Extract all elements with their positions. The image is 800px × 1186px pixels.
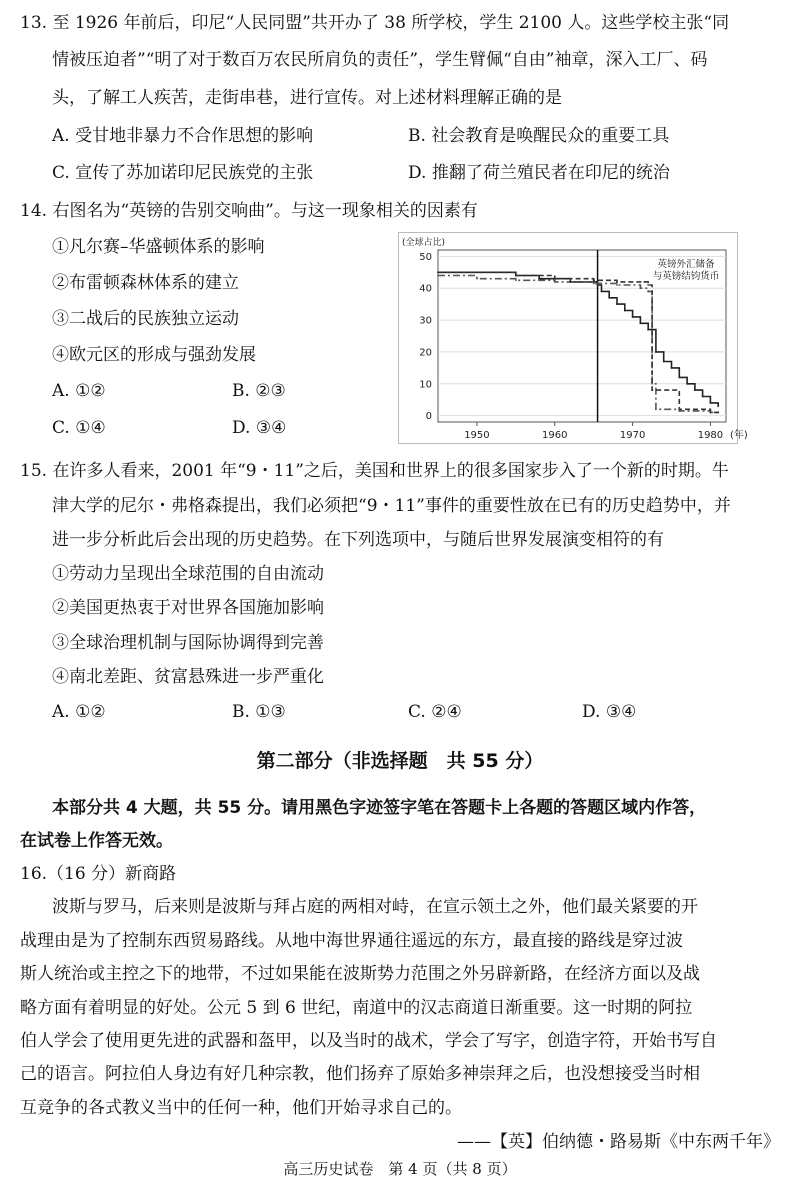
series-3-point-9 [710, 412, 712, 414]
q14-option-d: D. ③④ [232, 418, 287, 438]
pound-farewell-chart [398, 232, 748, 444]
q16-passage-line-3: 斯人统治或主控之下的地带，不过如果能在波斯势力范围之外另辟新路，在经济方面以及战 [20, 964, 700, 984]
series-1-point-3 [569, 281, 571, 283]
series-3-point-5 [643, 281, 645, 283]
y-tick-label-0: 0 [425, 411, 432, 423]
q16-passage-line-4: 略方面有着明显的好处。公元 5 到 6 世纪，南道中的汉志商道日渐重要。这一时期的阿拉 [20, 998, 693, 1018]
q14-item-1: ①凡尔赛–华盛顿体系的影响 [52, 237, 265, 257]
series-1-point-19 [710, 402, 712, 404]
series-2-point-7 [647, 291, 649, 293]
y-axis-label: (全球占比) [402, 238, 446, 248]
y-tick-label-3: 30 [419, 315, 432, 327]
series-1-point-14 [671, 367, 673, 369]
series-3-point-2 [554, 278, 556, 280]
series-2-point-9 [655, 408, 657, 410]
q16-source: ——【英】伯纳德・路易斯《中东两千年》 [457, 1132, 780, 1152]
series-1-point-2 [538, 278, 540, 280]
series-1-point-11 [647, 329, 649, 331]
series-1-point-10 [639, 322, 641, 324]
x-tick-label-2: 1970 [619, 430, 646, 441]
series-1-point-7 [616, 303, 618, 305]
series-3-point-8 [678, 408, 680, 410]
series-2-point-6 [639, 287, 641, 289]
series-1-point-18 [702, 396, 704, 398]
q13-option-c: C. 宣传了苏加诺印尼民族党的主张 [52, 163, 314, 183]
series-1-point-16 [686, 383, 688, 385]
y-tick-label-2: 20 [419, 347, 432, 359]
q14-stem: 14. 右图名为“英镑的告别交响曲”。与这一现象相关的因素有 [20, 201, 478, 221]
series-2-point-3 [554, 281, 556, 283]
q16-passage-line-6: 己的语言。阿拉伯人身边有好几种宗教，他们扬弃了原始多神崇拜之后，也没想接受当时相 [20, 1064, 700, 1084]
series-3-point-6 [647, 284, 649, 286]
q15-stem-line-2: 津大学的尼尔・弗格森提出，我们必须把“9・11”事件的重要性放在已有的历史趋势中，并 [52, 496, 731, 516]
part2-instructions-line-2: 在试卷上作答无效。 [20, 831, 173, 851]
series-2-point-1 [476, 278, 478, 280]
series-1-point-8 [624, 310, 626, 312]
series-1-point-20 [717, 405, 719, 407]
q14-item-3: ③二战后的民族独立运动 [52, 309, 239, 329]
series-3-point-7 [651, 389, 653, 391]
series-2-point-4 [593, 283, 595, 285]
x-tick-label-0: 1950 [464, 430, 490, 441]
part2-instructions-line-1: 本部分共 4 大题，共 55 分。请用黑色字迹签字笔在答题卡上各题的答题区域内作答， [52, 798, 707, 818]
q16-passage-line-2: 战理由是为了控制东西贸易路线。从地中海世界通往遥远的东方，最直接的路线是穿过波 [20, 931, 683, 951]
q15-item-4: ④南北差距、贫富悬殊进一步严重化 [52, 667, 324, 687]
q13-stem-line-1: 13. 至 1926 年前后，印尼“人民同盟”共开办了 38 所学校，学生 2100 人。这些学校主张“同 [20, 13, 730, 33]
series-2-point-5 [616, 284, 618, 286]
q15-stem-line-1: 15. 在许多人看来，2001 年“9・11”之后，美国和世界上的很多国家步入了一个新的时期。牛 [20, 461, 729, 481]
q15-option-b: B. ①③ [232, 702, 286, 722]
q15-option-c: C. ②④ [408, 702, 462, 722]
q13-option-b: B. 社会教育是唤醒民众的重要工具 [408, 126, 670, 146]
series-1-point-5 [601, 291, 603, 293]
q14-item-2: ②布雷顿森林体系的建立 [52, 273, 239, 293]
series-2-point-2 [515, 279, 517, 281]
q15-item-1: ①劳动力呈现出全球范围的自由流动 [52, 564, 324, 584]
q14-item-4: ④欧元区的形成与强劲发展 [52, 345, 256, 365]
series-3-point-3 [593, 279, 595, 281]
annotation-line-1: 英镑外汇储备 [657, 259, 715, 270]
q14-option-b: B. ②③ [232, 381, 286, 401]
q13-option-d: D. 推翻了荷兰殖民者在印尼的统治 [408, 163, 670, 183]
series-2-point-0 [437, 275, 439, 277]
q14-option-c: C. ①④ [52, 418, 106, 438]
x-tick-label-3: 1980 [697, 430, 724, 441]
series-1-point-13 [663, 361, 665, 363]
q15-option-a: A. ①② [52, 702, 106, 722]
series-3-point-10 [717, 412, 719, 414]
q13-stem-line-2: 情被压迫者”“明了对于数百万农民所肩负的责任”，学生臂佩“自由”袖章，深入工厂、码 [52, 50, 708, 70]
series-1-point-17 [694, 389, 696, 391]
series-2-point-10 [678, 410, 680, 412]
q16-passage-line-1: 波斯与罗马，后来则是波斯与拜占庭的两相对峙，在宣示领土之外，他们最关紧要的开 [52, 897, 698, 917]
q15-option-d: D. ③④ [582, 702, 637, 722]
page-footer: 高三历史试卷 第 4 页（共 8 页） [283, 1160, 517, 1178]
q13-option-a: A. 受甘地非暴力不合作思想的影响 [52, 126, 314, 146]
q15-item-3: ③全球治理机制与国际协调得到完善 [52, 633, 324, 653]
series-3-point-1 [515, 275, 517, 277]
q16-title: 16.（16 分）新商路 [20, 864, 177, 884]
y-tick-label-1: 10 [419, 379, 432, 391]
series-1-point-6 [608, 297, 610, 299]
q14-option-a: A. ①② [52, 381, 106, 401]
y-tick-label-4: 40 [419, 283, 432, 295]
annotation-line-2: 与英镑结钧货币 [652, 271, 720, 282]
series-1-point-15 [678, 377, 680, 379]
q16-passage-line-7: 互竞争的各式教义当中的任何一种，他们开始寻求自己的。 [20, 1098, 462, 1118]
q13-stem-line-3: 头，了解工人疾苦，走街串巷，进行宣传。对上述材料理解正确的是 [52, 88, 562, 108]
part2-heading: 第二部分（非选择题 共 55 分） [256, 750, 544, 772]
q15-item-2: ②美国更热衷于对世界各国施加影响 [52, 598, 324, 618]
series-3-point-4 [616, 281, 618, 283]
x-tick-label-1: 1960 [542, 430, 568, 441]
series-2-point-8 [651, 383, 653, 385]
series-3-point-0 [437, 271, 439, 273]
y-tick-label-5: 50 [419, 251, 432, 263]
series-1-point-12 [655, 351, 657, 353]
x-axis-label: (年) [730, 430, 748, 441]
q16-passage-line-5: 伯人学会了使用更先进的武器和盔甲，以及当时的战术，学会了写字，创造字符，开始书写自 [20, 1031, 717, 1051]
series-1-point-9 [632, 316, 634, 318]
q15-stem-line-3: 进一步分析此后会出现的历史趋势。在下列选项中，与随后世界发展演变相符的有 [52, 530, 664, 550]
series-1-point-4 [597, 284, 599, 286]
